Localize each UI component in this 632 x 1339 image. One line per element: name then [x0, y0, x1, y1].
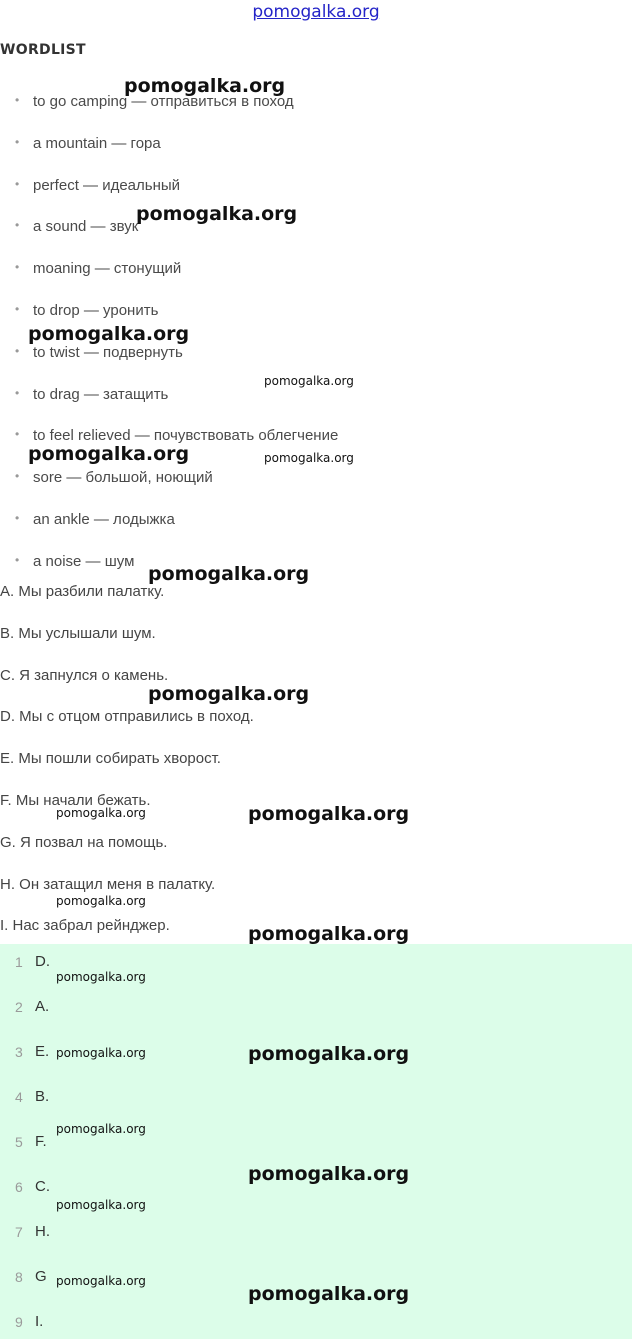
bullet-icon: • [15, 134, 20, 149]
wordlist-item-text: a sound — звук [33, 218, 139, 236]
wordlist-item-text: moaning — стонущий [33, 260, 182, 278]
bullet-icon: • [15, 469, 20, 484]
bullet-icon: • [15, 93, 20, 107]
event-item: H. Он затащил меня в палатку. [0, 875, 216, 893]
answer-number: 3 [15, 1044, 23, 1060]
answer-row [0, 1314, 200, 1336]
watermark: pomogalka.org [56, 806, 146, 820]
bullet-icon: • [15, 260, 20, 275]
watermark: pomogalka.org [264, 374, 354, 388]
watermark: pomogalka.org [248, 923, 410, 945]
wordlist-heading: WORDLIST [0, 42, 86, 58]
answer-row [0, 1089, 200, 1111]
event-item: E. Мы пошли собирать хворост. [0, 750, 221, 768]
watermark: pomogalka.org [28, 323, 190, 345]
wordlist-item-text: to drop — уронить [33, 301, 159, 319]
answer-row [0, 999, 200, 1021]
watermark: pomogalka.org [264, 451, 354, 465]
bullet-icon: • [15, 301, 20, 316]
answer-value: E. [35, 1043, 50, 1060]
event-item: C. Я запнулся о камень. [0, 666, 169, 684]
bullet-icon: • [15, 510, 20, 525]
watermark: pomogalka.org [56, 1274, 146, 1288]
wordlist-item-text: an ankle — лодыжка [33, 510, 175, 528]
watermark: pomogalka.org [28, 443, 190, 465]
watermark: pomogalka.org [136, 203, 298, 225]
wordlist-item-text: perfect — идеальный [33, 176, 181, 194]
answer-value: B. [35, 1088, 50, 1105]
wordlist-item-text: to drag — затащить [33, 385, 169, 403]
wordlist-item-text: a mountain — гора [33, 134, 161, 152]
answer-value: C. [35, 1178, 50, 1195]
event-item: B. Мы услышали шум. [0, 624, 156, 642]
watermark: pomogalka.org [56, 970, 146, 984]
answer-number: 5 [15, 1134, 23, 1150]
watermark: pomogalka.org [148, 683, 310, 705]
wordlist-item-text: a noise — шум [33, 552, 135, 570]
answer-value: D. [35, 953, 50, 970]
event-item: I. Нас забрал рейнджер. [0, 917, 170, 935]
event-item: G. Я позвал на помощь. [0, 833, 168, 851]
answer-value: F. [35, 1133, 47, 1150]
answer-value: G [35, 1268, 47, 1285]
bullet-icon: • [15, 343, 20, 358]
watermark: pomogalka.org [248, 1163, 410, 1185]
event-item: D. Мы с отцом отправились в поход. [0, 708, 254, 726]
bullet-icon: • [15, 218, 20, 233]
watermark: pomogalka.org [56, 1198, 146, 1212]
answer-number: 1 [15, 954, 23, 970]
bullet-icon: • [15, 552, 20, 567]
watermark: pomogalka.org [56, 1122, 146, 1136]
bullet-icon: • [15, 385, 20, 400]
wordlist-item-text: to feel relieved — почувствовать облегчение [33, 427, 339, 445]
answer-value: I. [35, 1313, 44, 1330]
site-link[interactable]: pomogalka.org [252, 2, 380, 22]
answer-row [0, 1134, 200, 1156]
watermark: pomogalka.org [124, 75, 286, 97]
watermark: pomogalka.org [148, 563, 310, 585]
answer-value: H. [35, 1223, 50, 1240]
bullet-icon: • [15, 427, 20, 442]
wordlist-item-text: to twist — подвернуть [33, 343, 183, 361]
wordlist-item-text: to go camping — отправиться в поход [33, 93, 294, 110]
watermark: pomogalka.org [248, 1043, 410, 1065]
event-item: A. Мы разбили палатку. [0, 583, 165, 600]
bullet-icon: • [15, 176, 20, 191]
answer-value: A. [35, 998, 50, 1015]
answer-number: 7 [15, 1224, 23, 1240]
event-item: F. Мы начали бежать. [0, 791, 151, 809]
answer-number: 8 [15, 1269, 23, 1285]
answer-row [0, 1224, 200, 1246]
answer-number: 9 [15, 1314, 23, 1330]
answer-number: 6 [15, 1179, 23, 1195]
watermark: pomogalka.org [248, 1283, 410, 1305]
watermark: pomogalka.org [56, 1046, 146, 1060]
watermark: pomogalka.org [56, 894, 146, 908]
watermark: pomogalka.org [248, 803, 410, 825]
answer-number: 4 [15, 1089, 23, 1105]
wordlist-item-text: sore — большой, ноющий [33, 469, 213, 487]
answer-number: 2 [15, 999, 23, 1015]
